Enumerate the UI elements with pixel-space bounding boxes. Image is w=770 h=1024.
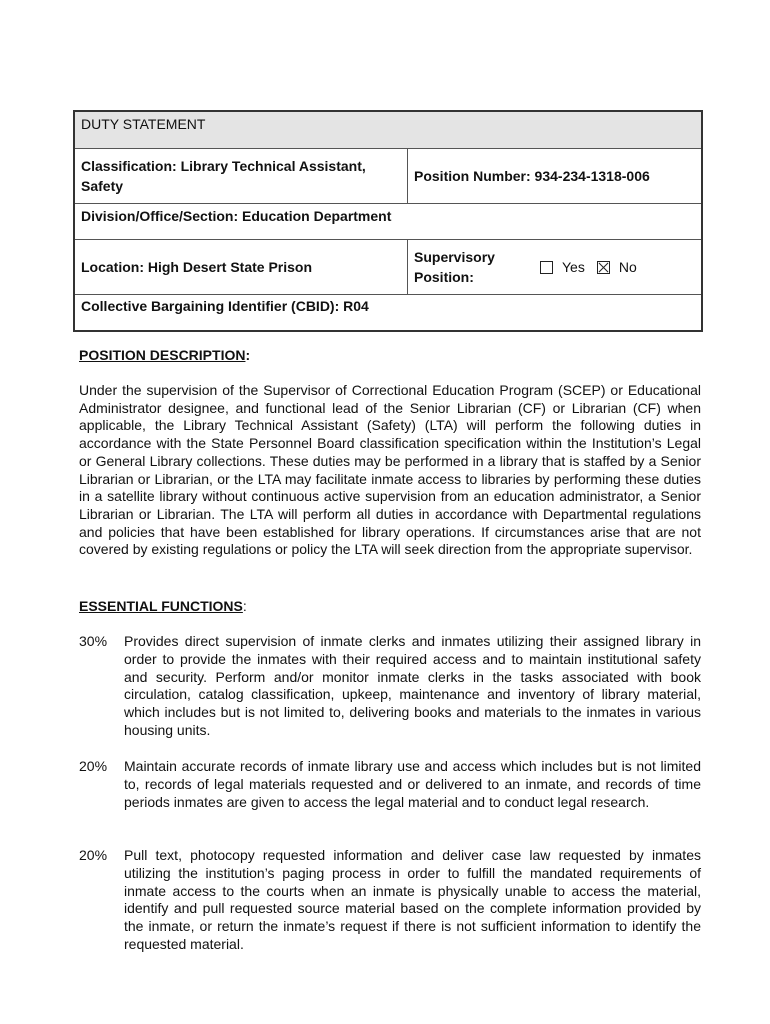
no-label: No [618,259,637,275]
cbid-row [75,295,701,330]
position-description-text: Under the supervision of the Supervisor of Correctional Education Program (SCEP) or Educational Administrator designee, and functional lead of the Senior Librarian (CF) or Librarian (CF) when applicable, the Library Technical Assistant (Safety) (LTA) will perform the following duties in accordance with the State Personnel Board classification specification within the Institution’s Legal or General Library collections. These duties may be performed in a library that is staffed by a Senior Librarian or Librarian, or the LTA may facilitate inmate access to libraries by performing these duties in a satellite library without continuous active supervision from an education administrator, a Senior Librarian or Librarian. The LTA will perform all duties in accordance with Departmental regulations and policies that have been established for library operations. If circumstances arise that are not covered by existing regulations or policy the LTA will seek direction from the appropriate supervisor. [79,382,701,558]
duty-statement-header-table [73,110,703,332]
document-title: DUTY STATEMENT [81,116,206,132]
supervisory-yes-option[interactable] [540,259,585,275]
division-row [75,204,701,240]
division-field: Division/Office/Section: Education Department [81,208,392,224]
header-title-row [75,112,701,149]
duty-item [79,633,701,740]
duty-percent: 20% [79,758,108,774]
supervisory-no-option[interactable] [597,259,637,275]
position-description-heading: POSITION DESCRIPTION: [79,347,251,363]
position-number-field: Position Number: 934-234-1318-006 [414,168,650,184]
classification-row [75,149,701,204]
duty-item [79,758,701,811]
supervisory-cell [408,240,655,294]
classification-field: Classification: Library Technical Assistant, Safety [75,149,408,203]
duty-percent: 20% [79,847,108,863]
duty-percent: 30% [79,633,108,649]
duty-text: Provides direct supervision of inmate clerks and inmates utilizing their assigned library in order to provide the inmates with their required access and to maintain institutional safety and security. Perform and/or monitor inmate clerks in the tasks associated with book circulation, catalog classification, upkeep, maintenance and inventory of library material, which includes but is not limited to, delivering books and materials to the inmates in various housing units. [124,633,701,738]
duty-item [79,847,701,954]
location-field: Location: High Desert State Prison [75,240,408,294]
yes-label: Yes [562,259,585,275]
duty-text: Pull text, photocopy requested information and deliver case law requested by inmates utilizing the institution’s paging process in order to fulfill the mandated requirements of inmate access to the courts when an inmate is physically unable to access the material, identify and pull requested source material based on the complete information provided by the inmate, or return the inmate’s request if there is not sufficient information to identify the requested material. [124,847,701,952]
yes-checkbox[interactable] [540,261,553,274]
duty-text: Maintain accurate records of inmate library use and access which includes but is not limited to, records of legal materials requested and or delivered to an inmate, and records of time periods inmates are given to access the legal material and to conduct legal research. [124,758,701,810]
location-row [75,240,701,295]
supervisory-label: Supervisory Position: [414,249,495,285]
no-checkbox[interactable] [597,261,610,274]
essential-functions-heading: ESSENTIAL FUNCTIONS: [79,598,247,614]
cbid-field: Collective Bargaining Identifier (CBID): R04 [81,298,369,314]
